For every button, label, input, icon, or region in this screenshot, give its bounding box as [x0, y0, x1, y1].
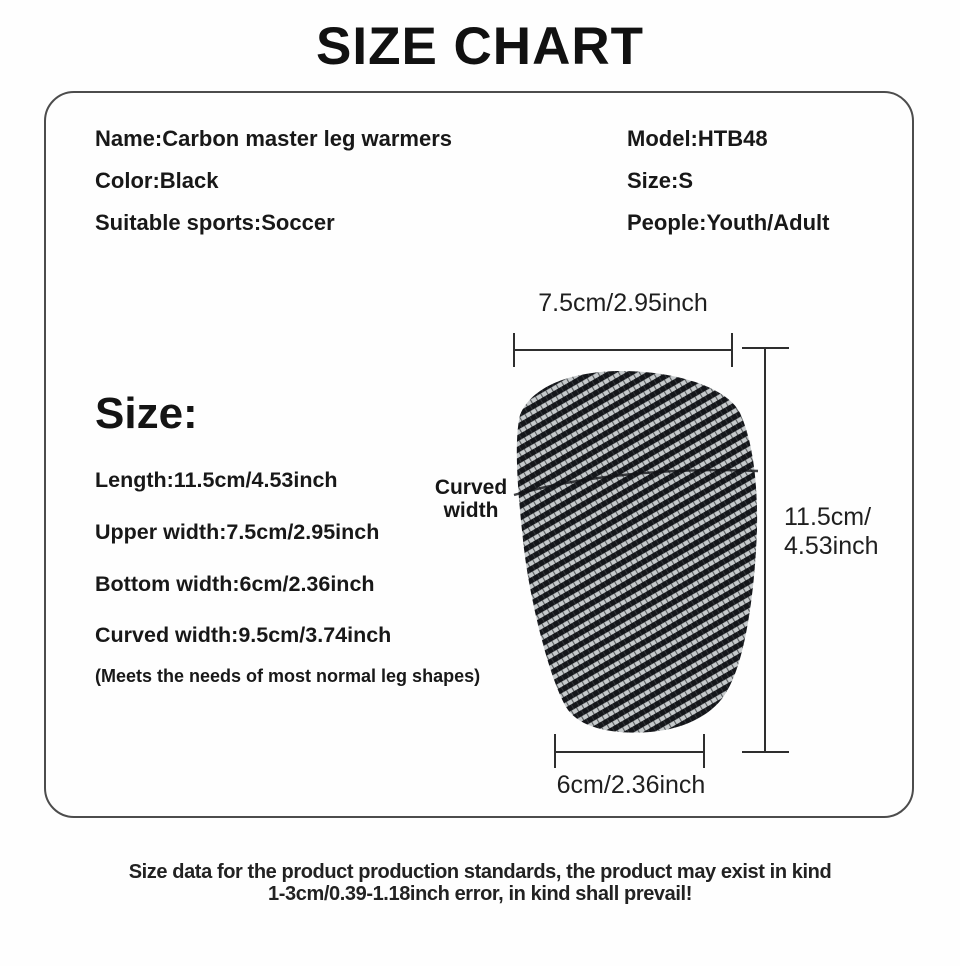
- product-name-text: Name:Carbon master leg warmers: [95, 126, 453, 151]
- size-heading: Size:: [95, 389, 198, 438]
- dimension-tick: [554, 734, 556, 768]
- bottom-width-label: 6cm/2.36inch: [556, 771, 706, 799]
- curved-width-label: [429, 476, 513, 522]
- product-color-text: Color:Black: [95, 168, 219, 193]
- dimension-tick: [731, 333, 733, 367]
- dimension-tick: [513, 333, 515, 367]
- top-width-dimension-line: [514, 349, 732, 351]
- dimension-tick: [703, 734, 705, 768]
- curved-width-label-line1: Curved: [434, 476, 508, 499]
- page-title: SIZE CHART: [316, 17, 644, 76]
- height-label-line1: 11.5cm/: [784, 503, 872, 531]
- product-image-shin-guard: [512, 369, 760, 739]
- dimension-cap: [742, 751, 789, 753]
- shin-guard-shape: [517, 371, 757, 733]
- size-chart-card: [44, 91, 914, 818]
- height-label: [784, 503, 879, 561]
- size-spec-upper-width: Upper width:7.5cm/2.95inch: [95, 520, 380, 544]
- size-note: (Meets the needs of most normal leg shapes): [95, 666, 481, 686]
- curved-width-label-line2: width: [443, 499, 499, 522]
- product-sport-text: Suitable sports:Soccer: [95, 210, 335, 235]
- height-dimension-line: [764, 348, 766, 752]
- height-label-line2: 4.53inch: [784, 532, 879, 560]
- size-spec-bottom-width: Bottom width:6cm/2.36inch: [95, 572, 375, 596]
- size-spec-curved-width: Curved width:9.5cm/3.74inch: [95, 623, 392, 647]
- product-size-text: Size:S: [627, 168, 694, 193]
- dimension-cap: [742, 347, 789, 349]
- disclaimer: [0, 861, 960, 905]
- disclaimer-line-2: 1-3cm/0.39-1.18inch error, in kind shall prevail!: [268, 883, 692, 905]
- bottom-width-dimension-line: [555, 751, 705, 753]
- product-model-text: Model:HTB48: [627, 126, 768, 151]
- top-width-label: 7.5cm/2.95inch: [538, 289, 708, 317]
- size-spec-length: Length:11.5cm/4.53inch: [95, 468, 338, 492]
- product-people-text: People:Youth/Adult: [627, 210, 830, 235]
- disclaimer-line-1: Size data for the product production standards, the product may exist in kind: [128, 861, 832, 883]
